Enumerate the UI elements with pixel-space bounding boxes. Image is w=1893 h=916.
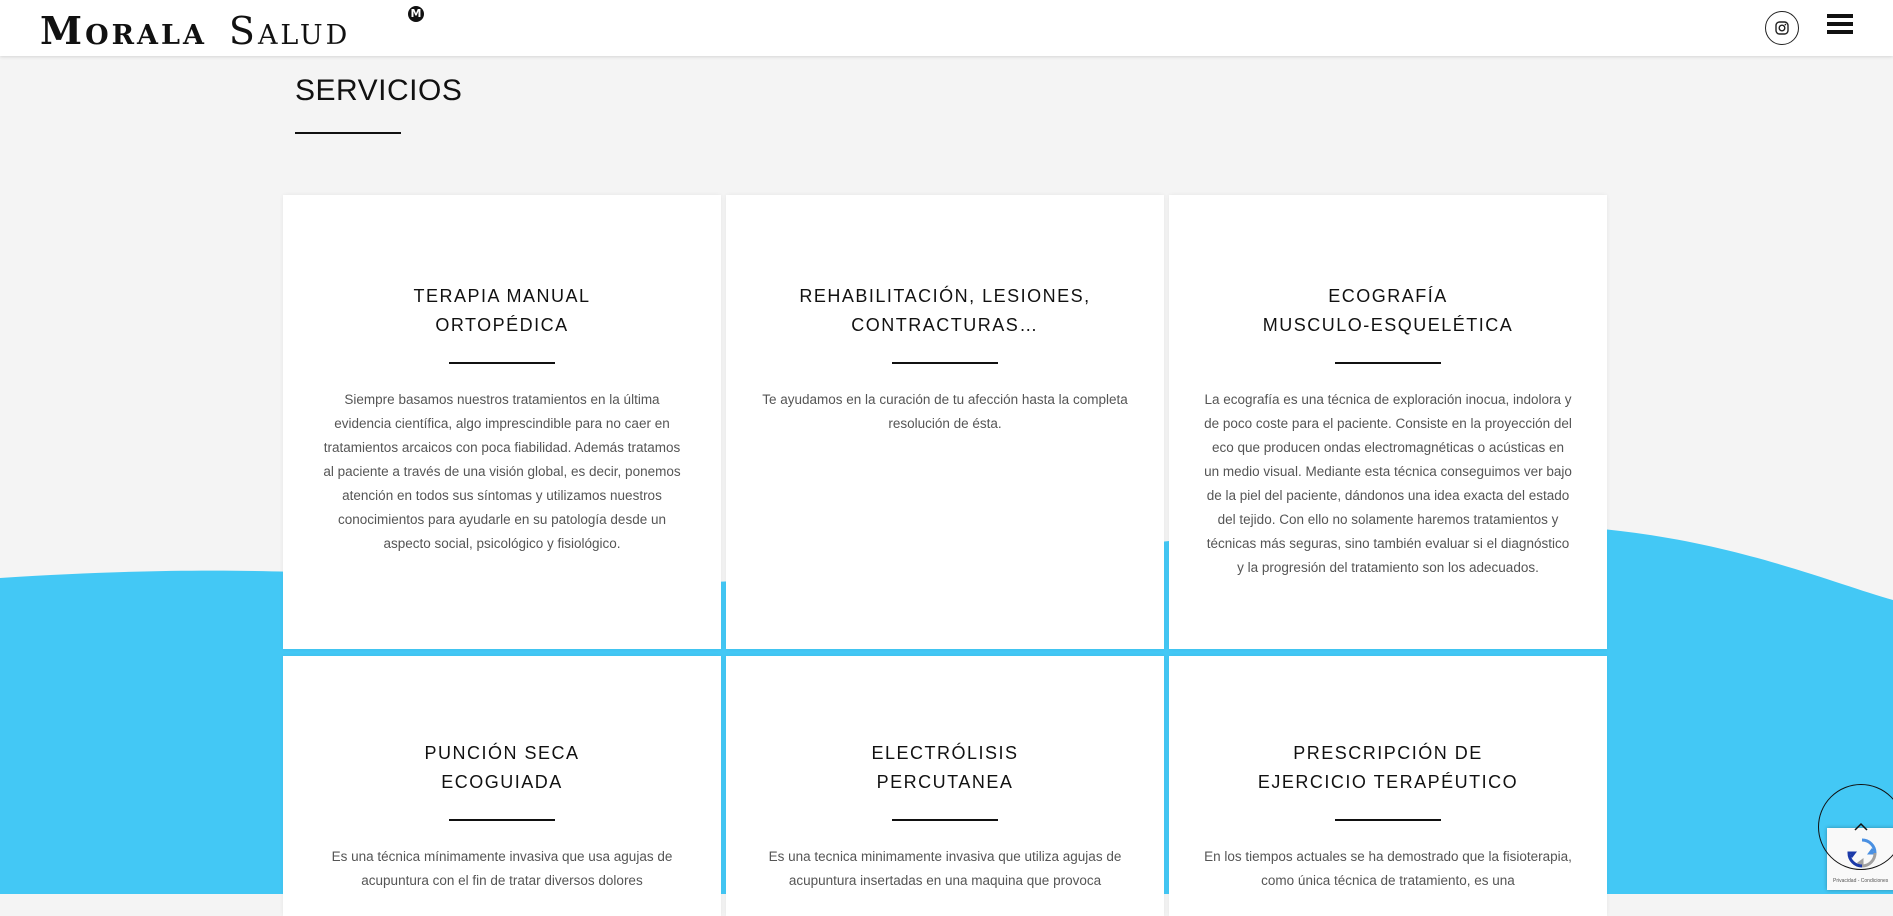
section-title: SERVICIOS [295, 74, 463, 107]
service-title: TERAPIA MANUAL ORTOPÉDICA [413, 286, 591, 335]
service-card-electrolisis [726, 656, 1164, 916]
service-title: REHABILITACIÓN, LESIONES, CONTRACTURAS… [799, 286, 1091, 335]
service-title-rule [892, 362, 998, 364]
logo-primary: Morala [40, 8, 207, 53]
service-description: La ecografía es una técnica de exploración inocua, indolora y de poco coste para el paciente. Consiste en la proyección del eco que producen ondas electromagnéticas o acústicas en un medio visual. Mediante esta técnica conseguimos ver bajo de la piel del paciente, dándonos una idea exacta del estado del tejido. Con ello no solamente haremos tratamientos y técnicas más seguras, sino también evaluar si el diagnóstico y la progresión del tratamiento son los adecuados. [1204, 392, 1572, 575]
site-header [0, 0, 1893, 56]
chevron-up-icon [1853, 822, 1869, 832]
service-description: Te ayudamos en la curación de tu afección hasta la completa resolución de ésta. [762, 392, 1128, 431]
logo-mark: M [408, 6, 424, 22]
hamburger-menu-icon[interactable] [1827, 14, 1853, 36]
service-card-rehabilitacion [726, 195, 1164, 649]
service-title-rule [449, 819, 555, 821]
service-description: En los tiempos actuales se ha demostrado que la fisioterapia, como única técnica de tratamiento, es una [1204, 849, 1572, 888]
service-title: ECOGRAFÍA MUSCULO-ESQUELÉTICA [1262, 286, 1514, 335]
service-title-rule [1335, 819, 1441, 821]
site-logo[interactable] [40, 7, 422, 53]
service-title-rule [1335, 362, 1441, 364]
service-card-ecografia [1169, 195, 1607, 649]
service-title: PRESCRIPCIÓN DE EJERCICIO TERAPÉUTICO [1257, 743, 1519, 792]
service-description: Es una tecnica minimamente invasiva que utiliza agujas de acupuntura insertadas en una maquina que provoca [768, 849, 1122, 888]
service-description: Es una técnica mínimamente invasiva que usa agujas de acupuntura con el fin de tratar diversos dolores [331, 849, 673, 888]
logo-secondary: Salud [228, 9, 351, 53]
recaptcha-legal: Privacidad - Condiciones [1833, 878, 1889, 884]
service-card-ejercicio-terapeutico [1169, 656, 1607, 916]
service-description: Siempre basamos nuestros tratamientos en la última evidencia científica, algo imprescindible para no caer en tratamientos arcaicos con poca fiabilidad. Además tratamos al paciente a través de una visión global, es decir, ponemos atención en todos sus síntomas y utilizamos nuestros conocimientos para ayudarle en su patología desde un aspecto social, psicológico y fisiológico. [323, 392, 681, 551]
service-title: PUNCIÓN SECA ECOGUIADA [424, 743, 580, 792]
service-card-terapia-manual [283, 195, 721, 649]
instagram-icon[interactable] [1765, 11, 1799, 45]
service-title-rule [892, 819, 998, 821]
service-title-rule [449, 362, 555, 364]
service-title: ELECTRÓLISIS PERCUTANEA [871, 743, 1019, 792]
section-title-rule [295, 132, 401, 134]
service-card-puncion-seca [283, 656, 721, 916]
